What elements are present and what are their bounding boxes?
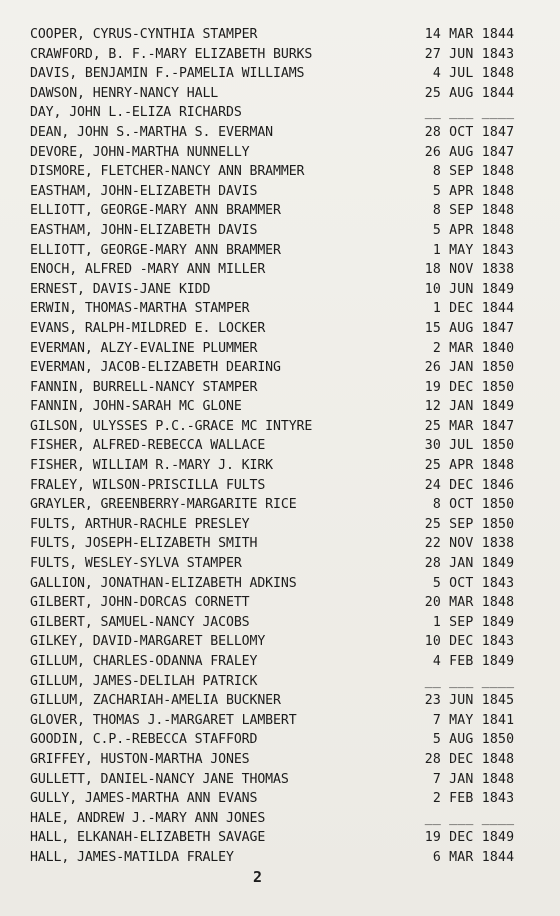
record-month-year: AUG 1850 <box>449 732 515 748</box>
record-row <box>30 143 545 163</box>
record-month-year: SEP 1850 <box>449 516 515 532</box>
record-month-year: JUN 1845 <box>449 693 515 709</box>
record-day: 2 <box>432 340 441 356</box>
record-couple-names: FRALEY, WILSON-PRISCILLA FULTS <box>30 477 266 493</box>
record-row <box>30 182 545 202</box>
record-day: 10 <box>424 281 441 297</box>
record-day: 28 <box>424 124 441 140</box>
record-month-year: SEP 1848 <box>449 164 515 180</box>
record-day: __ <box>424 810 441 826</box>
record-month-year: NOV 1838 <box>449 262 515 278</box>
record-row <box>30 848 545 868</box>
record-row <box>30 280 545 300</box>
record-month-year: MAR 1847 <box>449 418 515 434</box>
record-row <box>30 221 545 241</box>
record-day: 1 <box>432 614 441 630</box>
record-row <box>30 123 545 143</box>
record-row <box>30 162 545 182</box>
record-month-year: NOV 1838 <box>449 536 515 552</box>
record-couple-names: DAY, JOHN L.-ELIZA RICHARDS <box>30 105 242 121</box>
record-row <box>30 201 545 221</box>
record-month-year: DEC 1850 <box>449 379 515 395</box>
record-month-year: APR 1848 <box>449 458 515 474</box>
record-day: 2 <box>432 791 441 807</box>
record-month-year: FEB 1843 <box>449 791 515 807</box>
record-month-year: DEC 1846 <box>449 477 515 493</box>
record-day: 1 <box>432 242 441 258</box>
record-month-year: OCT 1850 <box>449 497 515 513</box>
record-couple-names: ELLIOTT, GEORGE-MARY ANN BRAMMER <box>30 203 281 219</box>
record-couple-names: DAWSON, HENRY-NANCY HALL <box>30 85 219 101</box>
record-day: 28 <box>424 751 441 767</box>
record-row <box>30 652 545 672</box>
record-date <box>411 770 514 790</box>
record-day: 23 <box>424 693 441 709</box>
record-couple-names: GRIFFEY, HUSTON-MARTHA JONES <box>30 751 250 767</box>
record-date <box>411 260 514 280</box>
record-row <box>30 574 545 594</box>
record-day: 5 <box>432 222 441 238</box>
record-row <box>30 339 545 359</box>
record-date <box>411 25 514 45</box>
record-date <box>411 436 514 456</box>
record-couple-names: GRAYLER, GREENBERRY-MARGARITE RICE <box>30 497 297 513</box>
record-day: 26 <box>424 144 441 160</box>
record-date <box>411 84 514 104</box>
record-month-year: MAY 1843 <box>449 242 515 258</box>
record-month-year: JUN 1843 <box>449 46 515 62</box>
record-day: 12 <box>424 399 441 415</box>
record-row <box>30 750 545 770</box>
record-date <box>411 182 514 202</box>
record-couple-names: COOPER, CYRUS-CYNTHIA STAMPER <box>30 27 258 42</box>
record-row <box>30 730 545 750</box>
record-day: 14 <box>424 27 441 42</box>
record-couple-names: ERWIN, THOMAS-MARTHA STAMPER <box>30 301 250 317</box>
record-month-year: AUG 1847 <box>449 320 515 336</box>
record-month-year: MAY 1841 <box>449 712 515 728</box>
record-couple-names: FULTS, JOSEPH-ELIZABETH SMITH <box>30 536 258 552</box>
record-couple-names: FANNIN, JOHN-SARAH MC GLONE <box>30 399 242 415</box>
record-day: 24 <box>424 477 441 493</box>
record-day: 15 <box>424 320 441 336</box>
record-date <box>411 613 514 633</box>
record-couple-names: DEVORE, JOHN-MARTHA NUNNELLY <box>30 144 250 160</box>
record-date <box>411 495 514 515</box>
record-couple-names: EASTHAM, JOHN-ELIZABETH DAVIS <box>30 183 258 199</box>
record-day: 25 <box>424 458 441 474</box>
record-date <box>411 241 514 261</box>
record-couple-names: GLOVER, THOMAS J.-MARGARET LAMBERT <box>30 712 297 728</box>
record-date <box>411 672 514 692</box>
record-couple-names: GALLION, JONATHAN-ELIZABETH ADKINS <box>30 575 297 591</box>
record-row <box>30 534 545 554</box>
record-day: 28 <box>424 556 441 572</box>
record-row <box>30 64 545 84</box>
record-date <box>411 456 514 476</box>
record-date <box>411 299 514 319</box>
record-date <box>411 339 514 359</box>
page-number: 2 <box>253 868 263 886</box>
record-row <box>30 456 545 476</box>
record-day: 22 <box>424 536 441 552</box>
record-row <box>30 476 545 496</box>
record-month-year: MAR 1844 <box>449 849 515 865</box>
record-month-year: ___ ____ <box>449 810 515 826</box>
record-date <box>411 848 514 868</box>
record-day: 8 <box>432 497 441 513</box>
record-month-year: AUG 1847 <box>449 144 515 160</box>
record-couple-names: GULLY, JAMES-MARTHA ANN EVANS <box>30 791 258 807</box>
marriage-record-list <box>30 25 545 868</box>
record-date <box>411 652 514 672</box>
record-couple-names: EASTHAM, JOHN-ELIZABETH DAVIS <box>30 222 258 238</box>
record-date <box>411 417 514 437</box>
record-date <box>411 476 514 496</box>
record-date <box>411 534 514 554</box>
record-date <box>411 45 514 65</box>
record-couple-names: GILBERT, SAMUEL-NANCY JACOBS <box>30 614 250 630</box>
record-month-year: FEB 1849 <box>449 654 515 669</box>
record-row <box>30 436 545 456</box>
record-date <box>411 221 514 241</box>
record-couple-names: GILLUM, JAMES-DELILAH PATRICK <box>30 673 258 689</box>
record-date <box>411 103 514 123</box>
record-day: 8 <box>432 203 441 219</box>
record-row <box>30 103 545 123</box>
record-month-year: AUG 1844 <box>449 85 515 101</box>
record-couple-names: GOODIN, C.P.-REBECCA STAFFORD <box>30 732 258 748</box>
record-row <box>30 613 545 633</box>
record-row <box>30 260 545 280</box>
record-month-year: APR 1848 <box>449 183 515 199</box>
record-day: __ <box>424 673 441 689</box>
record-row <box>30 378 545 398</box>
record-month-year: JAN 1849 <box>449 556 515 572</box>
record-couple-names: ERNEST, DAVIS-JANE KIDD <box>30 281 211 297</box>
record-date <box>411 358 514 378</box>
record-row <box>30 554 545 574</box>
record-day: 19 <box>424 830 441 846</box>
record-date <box>411 143 514 163</box>
record-month-year: APR 1848 <box>449 222 515 238</box>
record-day: 8 <box>432 164 441 180</box>
record-day: __ <box>424 105 441 121</box>
record-day: 6 <box>432 849 441 865</box>
record-couple-names: DEAN, JOHN S.-MARTHA S. EVERMAN <box>30 124 274 140</box>
record-month-year: MAR 1844 <box>449 27 515 42</box>
record-couple-names: FANNIN, BURRELL-NANCY STAMPER <box>30 379 258 395</box>
record-couple-names: GILLUM, ZACHARIAH-AMELIA BUCKNER <box>30 693 281 709</box>
record-couple-names: ELLIOTT, GEORGE-MARY ANN BRAMMER <box>30 242 281 258</box>
record-day: 7 <box>432 712 441 728</box>
record-couple-names: GULLETT, DANIEL-NANCY JANE THOMAS <box>30 771 289 787</box>
record-day: 5 <box>432 183 441 199</box>
record-date <box>411 515 514 535</box>
record-day: 1 <box>432 301 441 317</box>
record-date <box>411 809 514 829</box>
record-row <box>30 593 545 613</box>
record-date <box>411 711 514 731</box>
record-row <box>30 809 545 829</box>
record-month-year: DEC 1848 <box>449 751 515 767</box>
record-month-year: ___ ____ <box>449 105 515 121</box>
record-date <box>411 730 514 750</box>
record-row <box>30 770 545 790</box>
record-date <box>411 378 514 398</box>
record-month-year: JUL 1848 <box>449 66 515 82</box>
record-day: 10 <box>424 634 441 650</box>
record-date <box>411 64 514 84</box>
record-row <box>30 25 545 45</box>
record-date <box>411 280 514 300</box>
record-couple-names: FULTS, ARTHUR-RACHLE PRESLEY <box>30 516 250 532</box>
record-date <box>411 319 514 339</box>
record-date <box>411 691 514 711</box>
record-couple-names: GILBERT, JOHN-DORCAS CORNETT <box>30 595 250 611</box>
record-date <box>411 574 514 594</box>
record-row <box>30 417 545 437</box>
record-month-year: JAN 1849 <box>449 399 515 415</box>
record-date <box>411 593 514 613</box>
record-row <box>30 241 545 261</box>
record-month-year: MAR 1840 <box>449 340 515 356</box>
record-date <box>411 828 514 848</box>
record-day: 27 <box>424 46 441 62</box>
record-day: 19 <box>424 379 441 395</box>
record-couple-names: DAVIS, BENJAMIN F.-PAMELIA WILLIAMS <box>30 66 305 82</box>
record-day: 25 <box>424 85 441 101</box>
record-date <box>411 123 514 143</box>
record-month-year: MAR 1848 <box>449 595 515 611</box>
record-month-year: JUN 1849 <box>449 281 515 297</box>
record-couple-names: ENOCH, ALFRED -MARY ANN MILLER <box>30 262 266 278</box>
record-month-year: JAN 1848 <box>449 771 515 787</box>
record-couple-names: GILLUM, CHARLES-ODANNA FRALEY <box>30 654 258 669</box>
record-date <box>411 397 514 417</box>
record-day: 4 <box>432 66 441 82</box>
record-month-year: JAN 1850 <box>449 360 515 376</box>
record-couple-names: EVERMAN, ALZY-EVALINE PLUMMER <box>30 340 258 356</box>
record-couple-names: FULTS, WESLEY-SYLVA STAMPER <box>30 556 242 572</box>
record-month-year: DEC 1849 <box>449 830 515 846</box>
record-couple-names: EVANS, RALPH-MILDRED E. LOCKER <box>30 320 266 336</box>
record-day: 18 <box>424 262 441 278</box>
record-month-year: SEP 1849 <box>449 614 515 630</box>
record-row <box>30 397 545 417</box>
record-couple-names: FISHER, WILLIAM R.-MARY J. KIRK <box>30 458 274 474</box>
record-row <box>30 319 545 339</box>
record-day: 5 <box>432 732 441 748</box>
record-month-year: OCT 1843 <box>449 575 515 591</box>
record-row <box>30 789 545 809</box>
record-day: 25 <box>424 516 441 532</box>
record-couple-names: GILKEY, DAVID-MARGARET BELLOMY <box>30 634 266 650</box>
record-couple-names: FISHER, ALFRED-REBECCA WALLACE <box>30 438 266 454</box>
record-row <box>30 495 545 515</box>
record-day: 4 <box>432 654 441 669</box>
record-day: 20 <box>424 595 441 611</box>
record-day: 7 <box>432 771 441 787</box>
record-month-year: OCT 1847 <box>449 124 515 140</box>
record-couple-names: HALE, ANDREW J.-MARY ANN JONES <box>30 810 266 826</box>
record-row <box>30 84 545 104</box>
record-couple-names: GILSON, ULYSSES P.C.-GRACE MC INTYRE <box>30 418 313 434</box>
record-date <box>411 632 514 652</box>
record-date <box>411 162 514 182</box>
record-row <box>30 358 545 378</box>
record-date <box>411 201 514 221</box>
record-couple-names: DISMORE, FLETCHER-NANCY ANN BRAMMER <box>30 164 305 180</box>
record-month-year: SEP 1848 <box>449 203 515 219</box>
record-couple-names: HALL, JAMES-MATILDA FRALEY <box>30 849 234 865</box>
record-couple-names: CRAWFORD, B. F.-MARY ELIZABETH BURKS <box>30 46 313 62</box>
record-row <box>30 711 545 731</box>
record-couple-names: HALL, ELKANAH-ELIZABETH SAVAGE <box>30 830 266 846</box>
record-month-year: DEC 1844 <box>449 301 515 317</box>
record-month-year: DEC 1843 <box>449 634 515 650</box>
record-row <box>30 672 545 692</box>
record-day: 30 <box>424 438 441 454</box>
record-row <box>30 632 545 652</box>
record-day: 25 <box>424 418 441 434</box>
record-row <box>30 299 545 319</box>
record-day: 26 <box>424 360 441 376</box>
record-date <box>411 554 514 574</box>
record-row <box>30 515 545 535</box>
record-row <box>30 45 545 65</box>
record-day: 5 <box>432 575 441 591</box>
record-month-year: JUL 1850 <box>449 438 515 454</box>
record-couple-names: EVERMAN, JACOB-ELIZABETH DEARING <box>30 360 281 376</box>
record-date <box>411 750 514 770</box>
record-row <box>30 691 545 711</box>
record-date <box>411 789 514 809</box>
record-month-year: ___ ____ <box>449 673 515 689</box>
record-row <box>30 828 545 848</box>
